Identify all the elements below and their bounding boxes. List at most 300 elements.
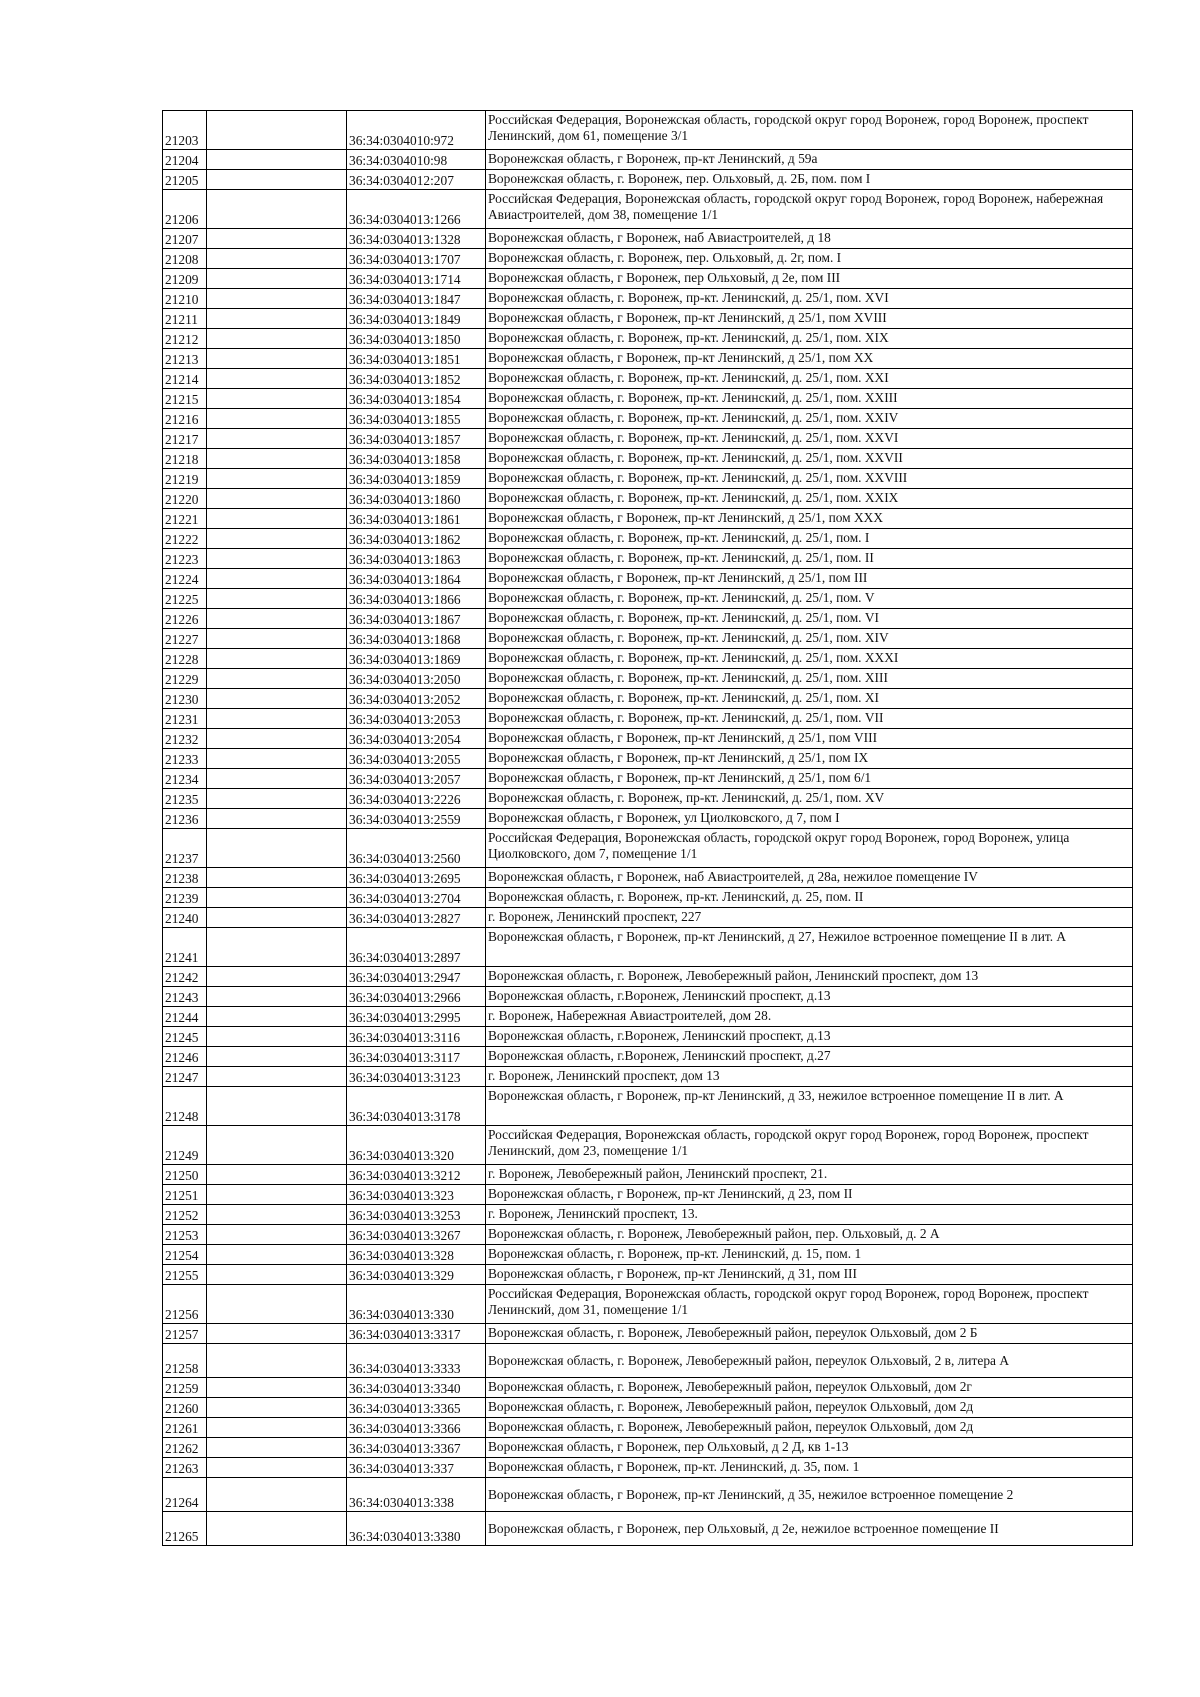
table-row <box>163 569 1133 589</box>
cadastral-number: 36:34:0304013:1868 <box>347 629 486 649</box>
address: Воронежская область, г Воронеж, пр-кт Ленинский, д 25/1, пом IX <box>486 749 1133 769</box>
address: Воронежская область, г Воронеж, пер Ольховый, д 2е, нежилое встроенное помещение II <box>486 1512 1133 1546</box>
row-number: 21209 <box>163 269 207 289</box>
table-row <box>163 269 1133 289</box>
address: Российская Федерация, Воронежская область, городской округ город Воронеж, город Воронеж, улица Циолковского, дом 7, помещение 1/1 <box>486 829 1133 868</box>
row-number: 21260 <box>163 1398 207 1418</box>
blank-cell <box>207 229 347 249</box>
table-row <box>163 649 1133 669</box>
blank-cell <box>207 369 347 389</box>
cadastral-number: 36:34:0304013:3317 <box>347 1324 486 1344</box>
address: Воронежская область, г Воронеж, пр-кт Ленинский, д 31, пом III <box>486 1265 1133 1285</box>
blank-cell <box>207 1438 347 1458</box>
table-row <box>163 369 1133 389</box>
table-row <box>163 1418 1133 1438</box>
blank-cell <box>207 749 347 769</box>
address: Воронежская область, г. Воронеж, пр-кт. Ленинский, д. 25/1, пом. V <box>486 589 1133 609</box>
cadastral-number: 36:34:0304012:207 <box>347 170 486 190</box>
address: Российская Федерация, Воронежская область, городской округ город Воронеж, город Воронеж, проспект Ленинский, дом 23, помещение 1/1 <box>486 1126 1133 1165</box>
address: Воронежская область, г. Воронеж, пр-кт. Ленинский, д. 25/1, пом. VI <box>486 609 1133 629</box>
blank-cell <box>207 1478 347 1512</box>
table-row <box>163 1126 1133 1165</box>
address: Российская Федерация, Воронежская область, городской округ город Воронеж, город Воронеж, проспект Ленинский, дом 61, помещение 3/1 <box>486 111 1133 150</box>
blank-cell <box>207 529 347 549</box>
blank-cell <box>207 329 347 349</box>
blank-cell <box>207 150 347 170</box>
cadastral-number: 36:34:0304013:3380 <box>347 1512 486 1546</box>
row-number: 21221 <box>163 509 207 529</box>
blank-cell <box>207 868 347 888</box>
address: Воронежская область, г. Воронеж, пр-кт. Ленинский, д. 25/1, пом. XXVIII <box>486 469 1133 489</box>
cadastral-number: 36:34:0304013:2057 <box>347 769 486 789</box>
blank-cell <box>207 809 347 829</box>
table-row <box>163 589 1133 609</box>
table-row <box>163 749 1133 769</box>
address: Воронежская область, г. Воронеж, пр-кт. Ленинский, д. 25/1, пом. XXVII <box>486 449 1133 469</box>
table-row <box>163 190 1133 229</box>
blank-cell <box>207 449 347 469</box>
row-number: 21203 <box>163 111 207 150</box>
address: Воронежская область, г. Воронеж, пр-кт. Ленинский, д. 25/1, пом. XV <box>486 789 1133 809</box>
table-row <box>163 549 1133 569</box>
blank-cell <box>207 469 347 489</box>
blank-cell <box>207 928 347 967</box>
table-row <box>163 170 1133 190</box>
row-number: 21237 <box>163 829 207 868</box>
row-number: 21211 <box>163 309 207 329</box>
table-row <box>163 349 1133 369</box>
address: Воронежская область, г Воронеж, пр-кт Ленинский, д 23, пом II <box>486 1185 1133 1205</box>
address: Воронежская область, г. Воронеж, пр-кт. Ленинский, д. 25/1, пом. XI <box>486 689 1133 709</box>
cadastral-number: 36:34:0304013:3366 <box>347 1418 486 1438</box>
address: Воронежская область, г. Воронеж, Левобережный район, переулок Ольховый, дом 2д <box>486 1398 1133 1418</box>
row-number: 21231 <box>163 709 207 729</box>
address: г. Воронеж, Набережная Авиастроителей, дом 28. <box>486 1007 1133 1027</box>
blank-cell <box>207 629 347 649</box>
cadastral-number: 36:34:0304013:2897 <box>347 928 486 967</box>
address: Воронежская область, г. Воронеж, пр-кт. Ленинский, д. 25/1, пом. XXIV <box>486 409 1133 429</box>
table-row <box>163 1344 1133 1378</box>
cadastral-number: 36:34:0304010:98 <box>347 150 486 170</box>
blank-cell <box>207 609 347 629</box>
registry-body <box>163 111 1133 1546</box>
address: Российская Федерация, Воронежская область, городской округ город Воронеж, город Воронеж, набережная Авиастроителей, дом 38, помещение 1/1 <box>486 190 1133 229</box>
row-number: 21233 <box>163 749 207 769</box>
blank-cell <box>207 509 347 529</box>
row-number: 21242 <box>163 967 207 987</box>
table-row <box>163 669 1133 689</box>
row-number: 21245 <box>163 1027 207 1047</box>
row-number: 21258 <box>163 1344 207 1378</box>
blank-cell <box>207 429 347 449</box>
blank-cell <box>207 1205 347 1225</box>
row-number: 21230 <box>163 689 207 709</box>
table-row <box>163 769 1133 789</box>
table-row <box>163 987 1133 1007</box>
blank-cell <box>207 1378 347 1398</box>
row-number: 21238 <box>163 868 207 888</box>
table-row <box>163 908 1133 928</box>
table-row <box>163 309 1133 329</box>
address: Воронежская область, г Воронеж, ул Циолковского, д 7, пом I <box>486 809 1133 829</box>
table-row <box>163 150 1133 170</box>
cadastral-number: 36:34:0304013:3340 <box>347 1378 486 1398</box>
table-row <box>163 1438 1133 1458</box>
cadastral-number: 36:34:0304013:1851 <box>347 349 486 369</box>
address: г. Воронеж, Левобережный район, Ленинский проспект, 21. <box>486 1165 1133 1185</box>
row-number: 21214 <box>163 369 207 389</box>
cadastral-number: 36:34:0304013:3253 <box>347 1205 486 1225</box>
cadastral-number: 36:34:0304013:2054 <box>347 729 486 749</box>
row-number: 21204 <box>163 150 207 170</box>
row-number: 21224 <box>163 569 207 589</box>
row-number: 21257 <box>163 1324 207 1344</box>
row-number: 21263 <box>163 1458 207 1478</box>
blank-cell <box>207 689 347 709</box>
cadastral-number: 36:34:0304013:1707 <box>347 249 486 269</box>
blank-cell <box>207 709 347 729</box>
row-number: 21243 <box>163 987 207 1007</box>
table-row <box>163 888 1133 908</box>
blank-cell <box>207 1047 347 1067</box>
table-row <box>163 469 1133 489</box>
row-number: 21212 <box>163 329 207 349</box>
row-number: 21225 <box>163 589 207 609</box>
cadastral-number: 36:34:0304013:1869 <box>347 649 486 669</box>
blank-cell <box>207 569 347 589</box>
address: Воронежская область, г. Воронеж, Левобережный район, переулок Ольховый, дом 2 Б <box>486 1324 1133 1344</box>
cadastral-number: 36:34:0304013:2050 <box>347 669 486 689</box>
row-number: 21232 <box>163 729 207 749</box>
cadastral-number: 36:34:0304013:2055 <box>347 749 486 769</box>
address: Воронежская область, г Воронеж, наб Авиастроителей, д 28а, нежилое помещение IV <box>486 868 1133 888</box>
blank-cell <box>207 1185 347 1205</box>
cadastral-number: 36:34:0304013:1854 <box>347 389 486 409</box>
table-row <box>163 1245 1133 1265</box>
cadastral-number: 36:34:0304013:2995 <box>347 1007 486 1027</box>
blank-cell <box>207 1007 347 1027</box>
row-number: 21251 <box>163 1185 207 1205</box>
table-row <box>163 229 1133 249</box>
cadastral-number: 36:34:0304013:1852 <box>347 369 486 389</box>
blank-cell <box>207 249 347 269</box>
address: Воронежская область, г. Воронеж, пр-кт. Ленинский, д. 25/1, пом. I <box>486 529 1133 549</box>
address: г. Воронеж, Ленинский проспект, 227 <box>486 908 1133 928</box>
blank-cell <box>207 649 347 669</box>
blank-cell <box>207 389 347 409</box>
cadastral-number: 36:34:0304013:1863 <box>347 549 486 569</box>
cadastral-number: 36:34:0304013:1867 <box>347 609 486 629</box>
cadastral-number: 36:34:0304013:1855 <box>347 409 486 429</box>
address: Воронежская область, г. Воронеж, пр-кт. Ленинский, д. 25/1, пом. XXI <box>486 369 1133 389</box>
table-row <box>163 789 1133 809</box>
blank-cell <box>207 1126 347 1165</box>
table-row <box>163 868 1133 888</box>
row-number: 21262 <box>163 1438 207 1458</box>
row-number: 21239 <box>163 888 207 908</box>
table-row <box>163 1324 1133 1344</box>
row-number: 21259 <box>163 1378 207 1398</box>
cadastral-number: 36:34:0304010:972 <box>347 111 486 150</box>
blank-cell <box>207 987 347 1007</box>
row-number: 21261 <box>163 1418 207 1438</box>
cadastral-number: 36:34:0304013:1328 <box>347 229 486 249</box>
blank-cell <box>207 1324 347 1344</box>
blank-cell <box>207 589 347 609</box>
address: Воронежская область, г Воронеж, пр-кт Ленинский, д 35, нежилое встроенное помещение 2 <box>486 1478 1133 1512</box>
cadastral-number: 36:34:0304013:2560 <box>347 829 486 868</box>
cadastral-number: 36:34:0304013:3116 <box>347 1027 486 1047</box>
address: Воронежская область, г Воронеж, пр-кт Ленинский, д 25/1, пом III <box>486 569 1133 589</box>
address: Воронежская область, г Воронеж, пр-кт Ленинский, д 33, нежилое встроенное помещение II в лит. А <box>486 1087 1133 1126</box>
address: Воронежская область, г. Воронеж, пер. Ольховый, д. 2Б, пом. пом I <box>486 170 1133 190</box>
table-row <box>163 389 1133 409</box>
blank-cell <box>207 409 347 429</box>
address: Воронежская область, г. Воронеж, пр-кт. Ленинский, д. 25/1, пом. XXVI <box>486 429 1133 449</box>
blank-cell <box>207 729 347 749</box>
address: Воронежская область, г. Воронеж, Левобережный район, пер. Ольховый, д. 2 А <box>486 1225 1133 1245</box>
table-row <box>163 1027 1133 1047</box>
table-row <box>163 967 1133 987</box>
address: Воронежская область, г. Воронеж, пр-кт. Ленинский, д. 25/1, пом. XXIX <box>486 489 1133 509</box>
address: Российская Федерация, Воронежская область, городской округ город Воронеж, город Воронеж, проспект Ленинский, дом 31, помещение 1/1 <box>486 1285 1133 1324</box>
row-number: 21220 <box>163 489 207 509</box>
table-row <box>163 1265 1133 1285</box>
row-number: 21208 <box>163 249 207 269</box>
cadastral-number: 36:34:0304013:1866 <box>347 589 486 609</box>
address: Воронежская область, г. Воронеж, Левобережный район, переулок Ольховый, дом 2д <box>486 1418 1133 1438</box>
table-row <box>163 829 1133 868</box>
cadastral-number: 36:34:0304013:3367 <box>347 1438 486 1458</box>
table-row <box>163 329 1133 349</box>
address: Воронежская область, г Воронеж, пер Ольховый, д 2 Д, кв 1-13 <box>486 1438 1133 1458</box>
property-registry-table <box>162 110 1133 1546</box>
blank-cell <box>207 789 347 809</box>
cadastral-number: 36:34:0304013:323 <box>347 1185 486 1205</box>
blank-cell <box>207 289 347 309</box>
cadastral-number: 36:34:0304013:329 <box>347 1265 486 1285</box>
table-row <box>163 111 1133 150</box>
table-row <box>163 629 1133 649</box>
address: Воронежская область, г Воронеж, наб Авиастроителей, д 18 <box>486 229 1133 249</box>
address: Воронежская область, г. Воронеж, пр-кт. Ленинский, д. 25/1, пом. II <box>486 549 1133 569</box>
row-number: 21219 <box>163 469 207 489</box>
table-row <box>163 1047 1133 1067</box>
blank-cell <box>207 1265 347 1285</box>
cadastral-number: 36:34:0304013:3333 <box>347 1344 486 1378</box>
row-number: 21210 <box>163 289 207 309</box>
row-number: 21217 <box>163 429 207 449</box>
row-number: 21226 <box>163 609 207 629</box>
cadastral-number: 36:34:0304013:1714 <box>347 269 486 289</box>
row-number: 21213 <box>163 349 207 369</box>
address: Воронежская область, г Воронеж, пр-кт Ленинский, д 27, Нежилое встроенное помещение II в лит. А <box>486 928 1133 967</box>
address: Воронежская область, г. Воронеж, пр-кт. Ленинский, д. 25/1, пом. XVI <box>486 289 1133 309</box>
cadastral-number: 36:34:0304013:337 <box>347 1458 486 1478</box>
table-row <box>163 1458 1133 1478</box>
row-number: 21223 <box>163 549 207 569</box>
address: Воронежская область, г Воронеж, пр-кт Ленинский, д 25/1, пом XX <box>486 349 1133 369</box>
cadastral-number: 36:34:0304013:1860 <box>347 489 486 509</box>
row-number: 21248 <box>163 1087 207 1126</box>
blank-cell <box>207 829 347 868</box>
table-row <box>163 1087 1133 1126</box>
row-number: 21254 <box>163 1245 207 1265</box>
table-row <box>163 609 1133 629</box>
table-row <box>163 1067 1133 1087</box>
cadastral-number: 36:34:0304013:1266 <box>347 190 486 229</box>
table-row <box>163 1165 1133 1185</box>
row-number: 21227 <box>163 629 207 649</box>
table-row <box>163 1512 1133 1546</box>
table-row <box>163 429 1133 449</box>
cadastral-number: 36:34:0304013:3365 <box>347 1398 486 1418</box>
table-row <box>163 689 1133 709</box>
cadastral-number: 36:34:0304013:2052 <box>347 689 486 709</box>
blank-cell <box>207 1087 347 1126</box>
address: Воронежская область, г. Воронеж, пр-кт. Ленинский, д. 25/1, пом. XIII <box>486 669 1133 689</box>
cadastral-number: 36:34:0304013:2827 <box>347 908 486 928</box>
cadastral-number: 36:34:0304013:3178 <box>347 1087 486 1126</box>
address: Воронежская область, г Воронеж, пр-кт Ленинский, д 25/1, пом XVIII <box>486 309 1133 329</box>
table-row <box>163 509 1133 529</box>
row-number: 21265 <box>163 1512 207 1546</box>
address: Воронежская область, г Воронеж, пр-кт Ленинский, д 25/1, пом VIII <box>486 729 1133 749</box>
address: Воронежская область, г.Воронеж, Ленинский проспект, д.27 <box>486 1047 1133 1067</box>
table-row <box>163 1007 1133 1027</box>
cadastral-number: 36:34:0304013:2695 <box>347 868 486 888</box>
row-number: 21235 <box>163 789 207 809</box>
table-row <box>163 1378 1133 1398</box>
blank-cell <box>207 1067 347 1087</box>
row-number: 21207 <box>163 229 207 249</box>
cadastral-number: 36:34:0304013:1857 <box>347 429 486 449</box>
row-number: 21216 <box>163 409 207 429</box>
cadastral-number: 36:34:0304013:1850 <box>347 329 486 349</box>
address: Воронежская область, г. Воронеж, пер. Ольховый, д. 2г, пом. I <box>486 249 1133 269</box>
cadastral-number: 36:34:0304013:338 <box>347 1478 486 1512</box>
table-row <box>163 289 1133 309</box>
cadastral-number: 36:34:0304013:3117 <box>347 1047 486 1067</box>
cadastral-number: 36:34:0304013:1859 <box>347 469 486 489</box>
address: Воронежская область, г Воронеж, пр-кт. Ленинский, д. 35, пом. 1 <box>486 1458 1133 1478</box>
blank-cell <box>207 888 347 908</box>
blank-cell <box>207 967 347 987</box>
table-row <box>163 449 1133 469</box>
cadastral-number: 36:34:0304013:1862 <box>347 529 486 549</box>
row-number: 21234 <box>163 769 207 789</box>
table-row <box>163 928 1133 967</box>
blank-cell <box>207 269 347 289</box>
cadastral-number: 36:34:0304013:2704 <box>347 888 486 908</box>
row-number: 21218 <box>163 449 207 469</box>
row-number: 21250 <box>163 1165 207 1185</box>
table-row <box>163 709 1133 729</box>
table-row <box>163 1285 1133 1324</box>
blank-cell <box>207 1418 347 1438</box>
address: Воронежская область, г. Воронеж, пр-кт. Ленинский, д. 25, пом. II <box>486 888 1133 908</box>
address: Воронежская область, г Воронеж, пр-кт Ленинский, д 25/1, пом 6/1 <box>486 769 1133 789</box>
cadastral-number: 36:34:0304013:328 <box>347 1245 486 1265</box>
table-row <box>163 1225 1133 1245</box>
table-row <box>163 1185 1133 1205</box>
cadastral-number: 36:34:0304013:1849 <box>347 309 486 329</box>
blank-cell <box>207 1027 347 1047</box>
address: г. Воронеж, Ленинский проспект, дом 13 <box>486 1067 1133 1087</box>
row-number: 21249 <box>163 1126 207 1165</box>
blank-cell <box>207 1344 347 1378</box>
cadastral-number: 36:34:0304013:2947 <box>347 967 486 987</box>
address: Воронежская область, г. Воронеж, пр-кт. Ленинский, д. 15, пом. 1 <box>486 1245 1133 1265</box>
cadastral-number: 36:34:0304013:320 <box>347 1126 486 1165</box>
blank-cell <box>207 309 347 329</box>
cadastral-number: 36:34:0304013:330 <box>347 1285 486 1324</box>
address: Воронежская область, г Воронеж, пр-кт Ленинский, д 25/1, пом XXX <box>486 509 1133 529</box>
address: Воронежская область, г. Воронеж, пр-кт. Ленинский, д. 25/1, пом. XXIII <box>486 389 1133 409</box>
address: Воронежская область, г Воронеж, пер Ольховый, д 2е, пом III <box>486 269 1133 289</box>
blank-cell <box>207 769 347 789</box>
row-number: 21222 <box>163 529 207 549</box>
blank-cell <box>207 669 347 689</box>
row-number: 21229 <box>163 669 207 689</box>
address: Воронежская область, г. Воронеж, Левобережный район, переулок Ольховый, дом 2г <box>486 1378 1133 1398</box>
cadastral-number: 36:34:0304013:3212 <box>347 1165 486 1185</box>
blank-cell <box>207 190 347 229</box>
address: Воронежская область, г.Воронеж, Ленинский проспект, д.13 <box>486 987 1133 1007</box>
address: г. Воронеж, Ленинский проспект, 13. <box>486 1205 1133 1225</box>
cadastral-number: 36:34:0304013:1858 <box>347 449 486 469</box>
row-number: 21253 <box>163 1225 207 1245</box>
blank-cell <box>207 908 347 928</box>
address: Воронежская область, г. Воронеж, Левобережный район, Ленинский проспект, дом 13 <box>486 967 1133 987</box>
table-row <box>163 1205 1133 1225</box>
address: Воронежская область, г. Воронеж, пр-кт. Ленинский, д. 25/1, пом. XXXI <box>486 649 1133 669</box>
row-number: 21236 <box>163 809 207 829</box>
row-number: 21264 <box>163 1478 207 1512</box>
blank-cell <box>207 349 347 369</box>
row-number: 21205 <box>163 170 207 190</box>
address: Воронежская область, г. Воронеж, пр-кт. Ленинский, д. 25/1, пом. VII <box>486 709 1133 729</box>
table-row <box>163 1398 1133 1418</box>
blank-cell <box>207 489 347 509</box>
row-number: 21240 <box>163 908 207 928</box>
table-row <box>163 409 1133 429</box>
row-number: 21206 <box>163 190 207 229</box>
table-row <box>163 529 1133 549</box>
blank-cell <box>207 111 347 150</box>
cadastral-number: 36:34:0304013:1864 <box>347 569 486 589</box>
row-number: 21255 <box>163 1265 207 1285</box>
row-number: 21252 <box>163 1205 207 1225</box>
row-number: 21246 <box>163 1047 207 1067</box>
cadastral-number: 36:34:0304013:2559 <box>347 809 486 829</box>
row-number: 21256 <box>163 1285 207 1324</box>
blank-cell <box>207 1512 347 1546</box>
blank-cell <box>207 1245 347 1265</box>
address: Воронежская область, г. Воронеж, пр-кт. Ленинский, д. 25/1, пом. XIX <box>486 329 1133 349</box>
row-number: 21244 <box>163 1007 207 1027</box>
blank-cell <box>207 1225 347 1245</box>
blank-cell <box>207 170 347 190</box>
address: Воронежская область, г.Воронеж, Ленинский проспект, д.13 <box>486 1027 1133 1047</box>
blank-cell <box>207 1458 347 1478</box>
cadastral-number: 36:34:0304013:1861 <box>347 509 486 529</box>
address: Воронежская область, г Воронеж, пр-кт Ленинский, д 59а <box>486 150 1133 170</box>
cadastral-number: 36:34:0304013:2053 <box>347 709 486 729</box>
cadastral-number: 36:34:0304013:1847 <box>347 289 486 309</box>
row-number: 21241 <box>163 928 207 967</box>
cadastral-number: 36:34:0304013:2966 <box>347 987 486 1007</box>
